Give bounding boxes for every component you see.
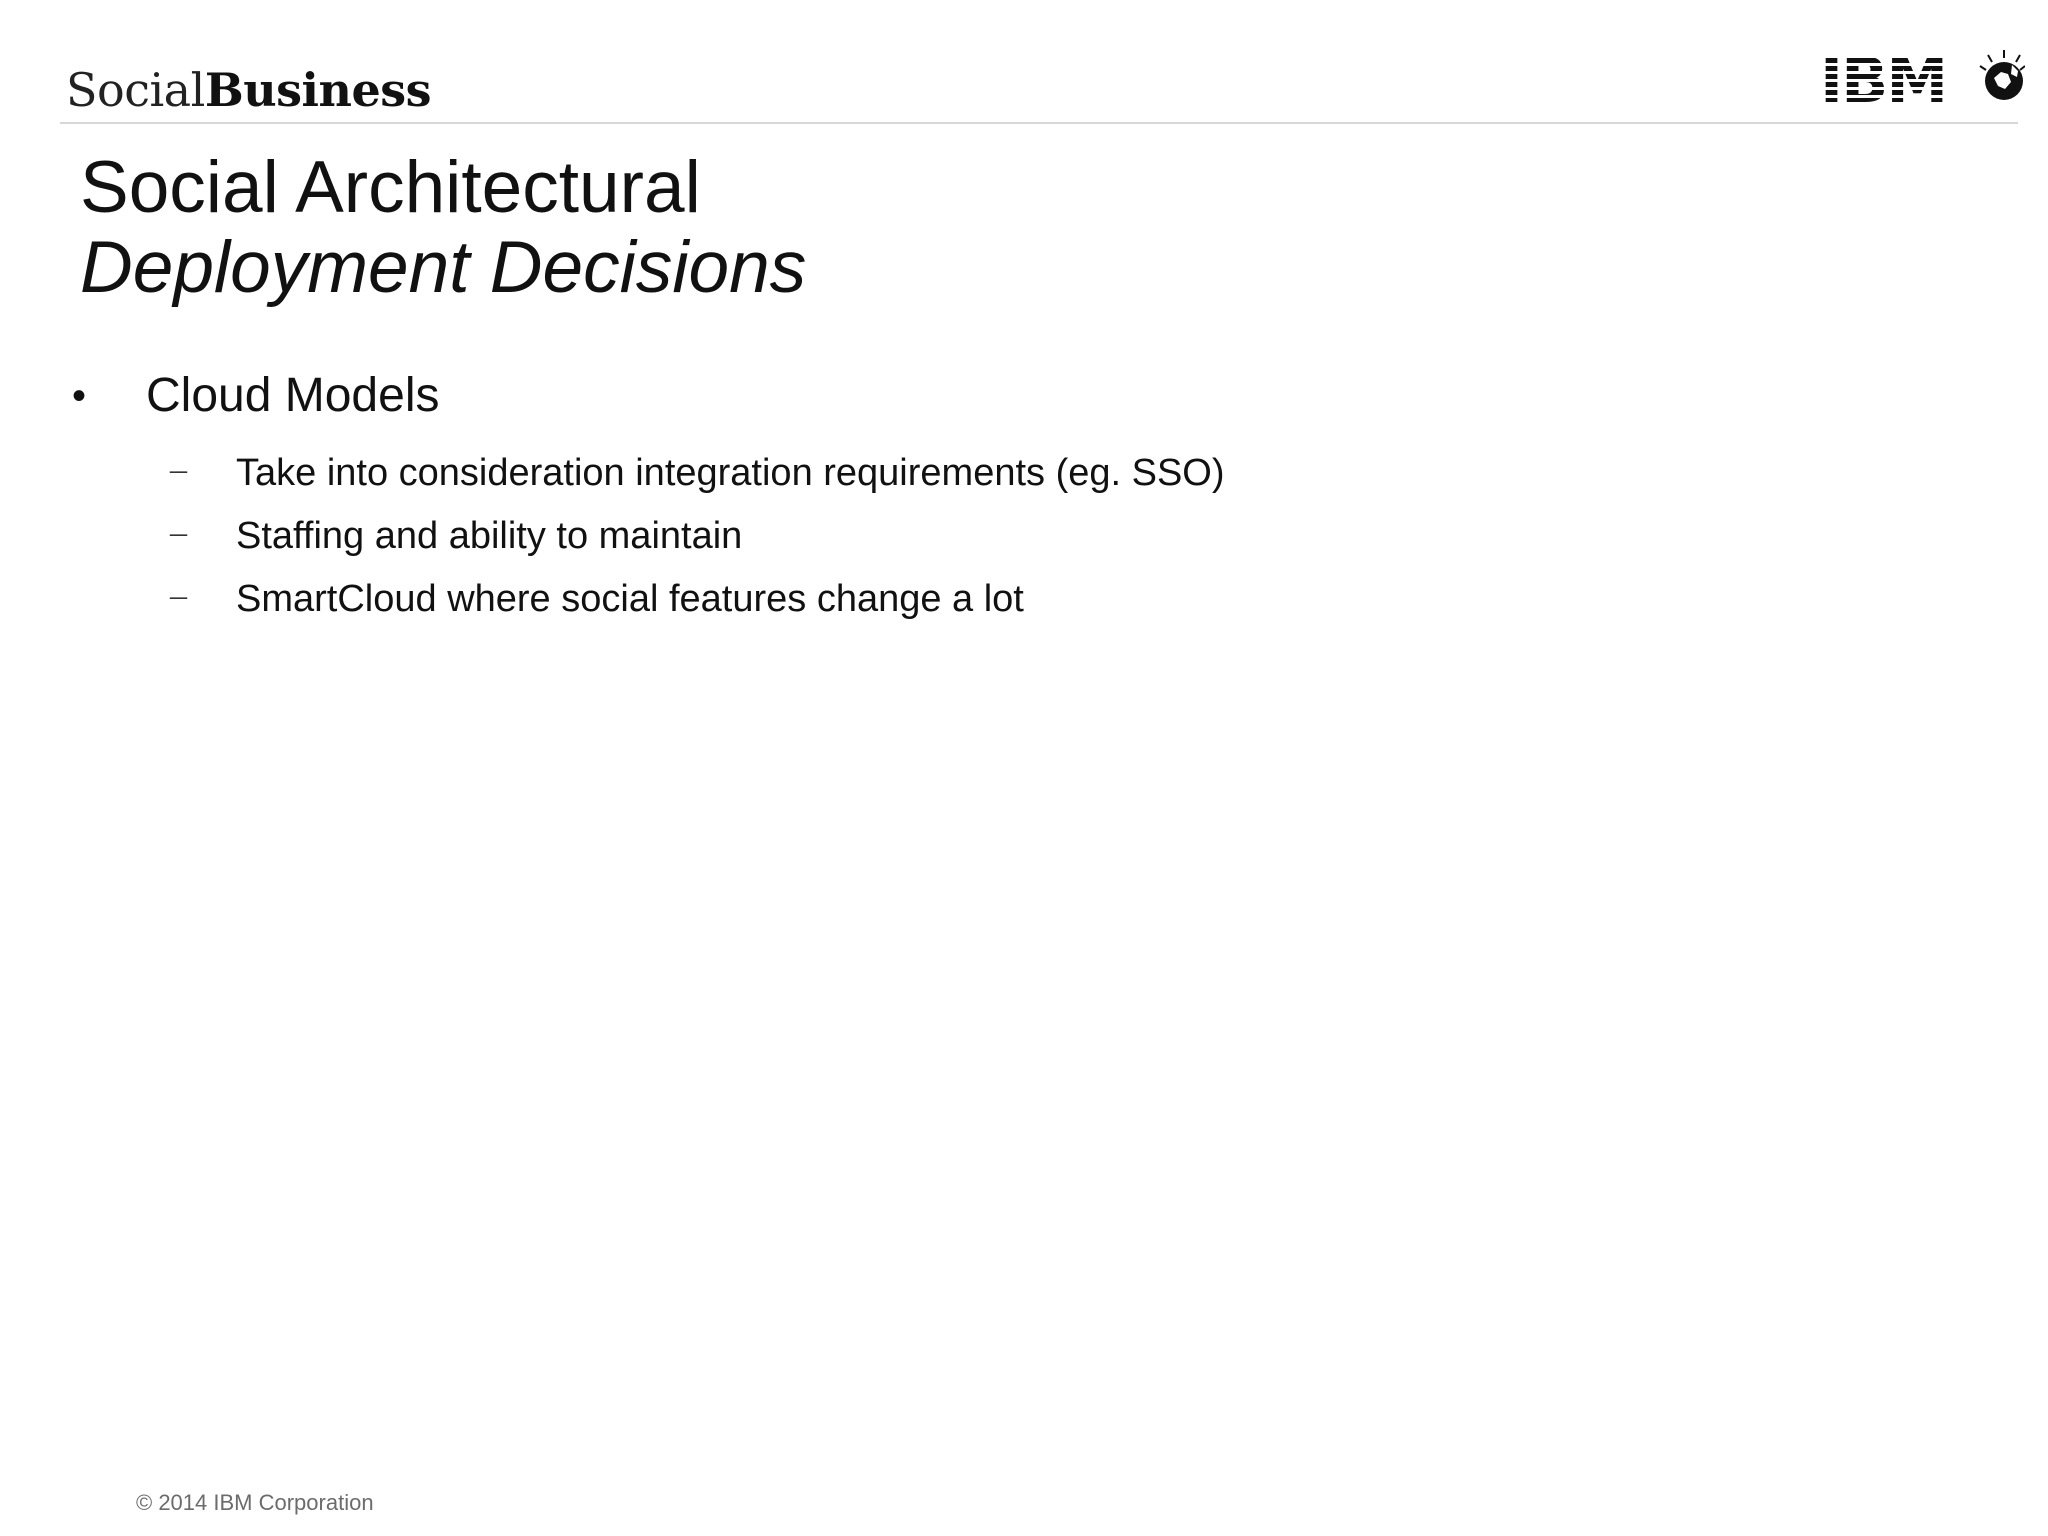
bullet-dot-icon: • <box>72 374 87 418</box>
header-divider <box>60 122 2018 124</box>
slide-title <box>80 148 806 308</box>
dash-icon: – <box>170 577 187 614</box>
sub-bullet-item <box>64 505 1964 568</box>
copyright-footer: © 2014 IBM Corporation <box>136 1490 374 1515</box>
brand-light-text: Social <box>66 63 205 117</box>
ibm-logo <box>1820 50 2025 112</box>
title-line-2: Deployment Decisions <box>80 227 807 308</box>
dash-icon: – <box>170 514 187 551</box>
sub-bullet-text: SmartCloud where social features change a lot <box>236 578 1024 620</box>
sub-bullet-item <box>64 442 1964 505</box>
sub-bullet-item <box>64 568 1964 631</box>
title-line-1: Social Architectural <box>80 147 701 228</box>
dash-icon: – <box>170 451 187 488</box>
ibm-wordmark: IBM <box>1820 50 1947 112</box>
bullet-item <box>64 360 1964 432</box>
social-business-brand <box>66 60 431 120</box>
bullet-label: Cloud Models <box>146 369 440 422</box>
slide-content <box>64 360 1964 631</box>
brand-bold-text: Business <box>204 63 432 117</box>
sub-bullet-text: Staffing and ability to maintain <box>236 515 743 557</box>
sub-bullet-list <box>64 442 1964 631</box>
smarter-planet-globe-icon <box>1980 50 2025 100</box>
sub-bullet-text: Take into consideration integration requirements (eg. SSO) <box>236 452 1225 494</box>
